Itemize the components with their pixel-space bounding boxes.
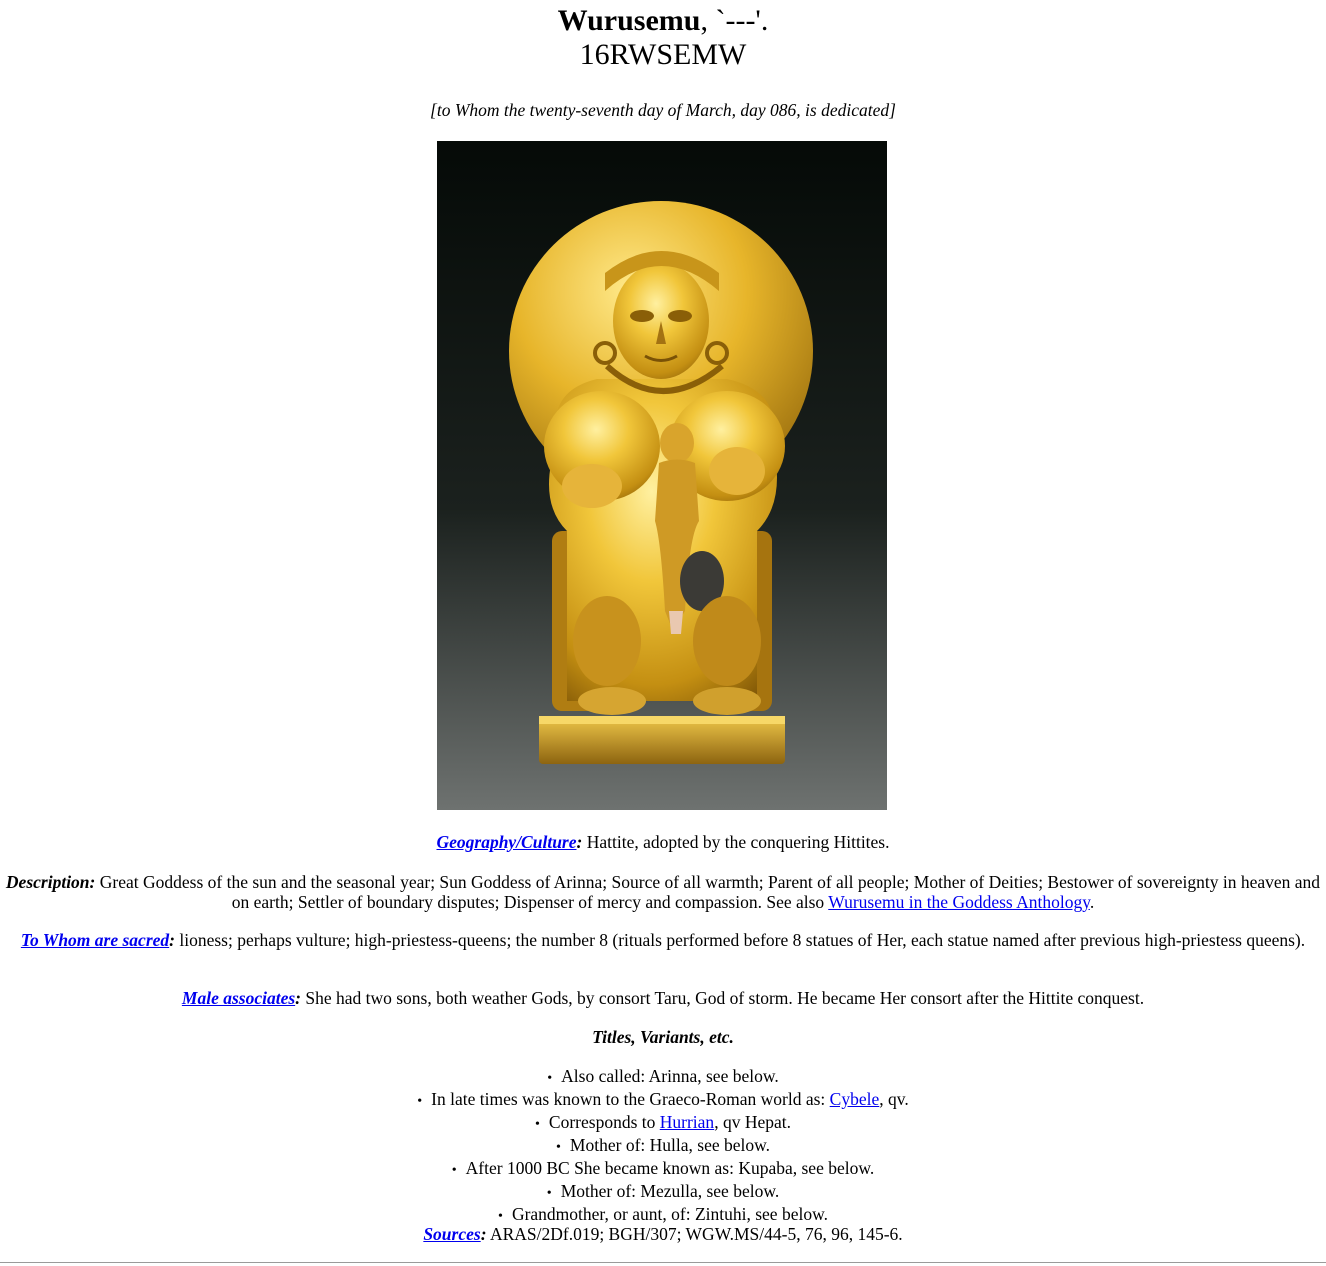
sources-paragraph: Sources: ARAS/2Df.019; BGH/307; WGW.MS/44-5, 76, 96, 145-6. [423, 1224, 903, 1244]
sources-link[interactable]: Sources [423, 1224, 481, 1244]
hurrian-link[interactable]: Hurrian [659, 1112, 715, 1132]
description-paragraph: Description: Great Goddess of the sun and the seasonal year; Sun Goddess of Arinna; Source of all warmth; Parent of all people; Mother of Deities; Bestower of sovereignty in heaven and on earth; Settler of boundary disputes; Dispenser of mercy and compassion. See also Wurusemu in the Goddess Anthology. [5, 872, 1321, 912]
titles-heading: Titles, Variants, etc. [592, 1027, 734, 1047]
description-label: Description: [5, 872, 96, 892]
list-item: • In late times was known to the Graeco-Roman world as: Cybele, qv. [0, 1089, 1326, 1112]
geography-text: Hattite, adopted by the conquering Hittites. [582, 832, 890, 852]
sacred-text: lioness; perhaps vulture; high-priestess-queens; the number 8 (rituals performed before 8 statues of Her, each statue named after previous high-priestess queens). [174, 930, 1306, 950]
page-title [0, 4, 1326, 72]
deity-code: 16RWSEMW [579, 38, 747, 71]
male-associates-paragraph: Male associates: She had two sons, both weather Gods, by consort Taru, God of storm. He became Her consort after the Hittite conquest. [181, 988, 1145, 1008]
sacred-link[interactable]: To Whom are sacred [20, 930, 170, 950]
dedication-line: [to Whom the twenty-seventh day of March, day 086, is dedicated] [430, 100, 896, 120]
geography-paragraph: Geography/Culture: Hattite, adopted by the conquering Hittites. [436, 832, 890, 852]
list-item: • Mother of: Mezulla, see below. [0, 1181, 1326, 1204]
list-item: • After 1000 BC She became known as: Kupaba, see below. [0, 1158, 1326, 1181]
cybele-link[interactable]: Cybele [829, 1089, 880, 1109]
list-item: • Mother of: Hulla, see below. [0, 1135, 1326, 1158]
sources-text: ARAS/2Df.019; BGH/307; WGW.MS/44-5, 76, 96, 145-6. [486, 1224, 903, 1244]
list-item: • Grandmother, or aunt, of: Zintuhi, see below. [0, 1204, 1326, 1227]
horizontal-rule [0, 1262, 1326, 1263]
goddess-statuette-image [437, 141, 887, 810]
description-text: Great Goddess of the sun and the seasonal year; Sun Goddess of Arinna; Source of all warmth; Parent of all people; Mother of Deities; Bestower of sovereignty in heaven and on earth; Settler of boundary disputes; Dispenser of mercy and compassion. See also [95, 872, 1321, 912]
deity-name: Wurusemu [557, 4, 701, 37]
male-associates-link[interactable]: Male associates [181, 988, 296, 1008]
deity-name-suffix: , `---'. [700, 4, 769, 37]
list-item: • Corresponds to Hurrian, qv Hepat. [0, 1112, 1326, 1135]
sacred-paragraph: To Whom are sacred: lioness; perhaps vulture; high-priestess-queens; the number 8 (rituals performed before 8 statues of Her, each statue named after previous high-priestess queens). [20, 930, 1306, 950]
list-item: • Also called: Arinna, see below. [0, 1066, 1326, 1089]
geography-culture-link[interactable]: Geography/Culture [436, 832, 577, 852]
male-associates-text: She had two sons, both weather Gods, by consort Taru, God of storm. He became Her consort after the Hittite conquest. [300, 988, 1145, 1008]
goddess-anthology-link[interactable]: Wurusemu in the Goddess Anthology [828, 892, 1090, 912]
titles-list [0, 1066, 1326, 1227]
